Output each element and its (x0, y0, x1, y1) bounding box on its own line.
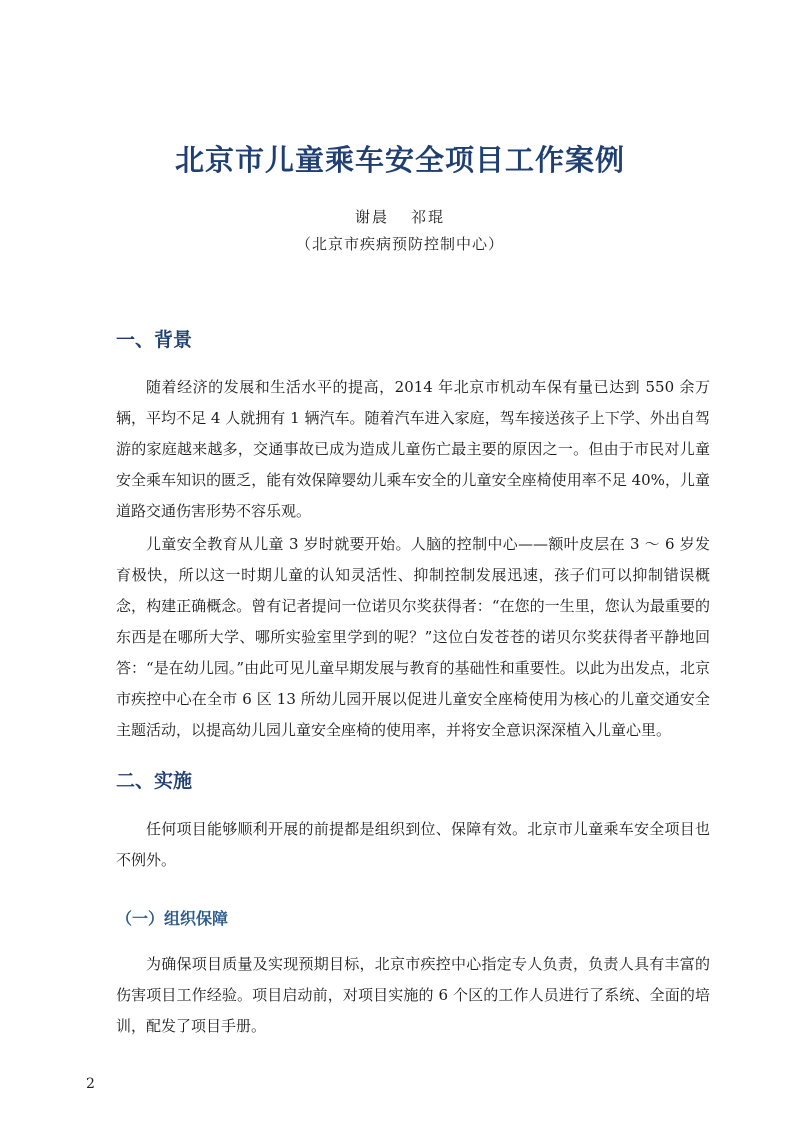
section-heading-implementation: 二、实施 (116, 770, 193, 792)
body-paragraph: 儿童安全教育从儿童 3 岁时就要开始。人脑的控制中心——额叶皮层在 3 ～ 6 岁发育极快，所以这一时期儿童的认知灵活性、抑制控制发展迅速，孩子们可以抑制错误概念，构建正确概念。曾有记者提问一位诺贝尔奖获得者：“在您的一生里，您认为最重要的东西是在哪所大学、哪所实验室里学到的呢？”这位白发苍苍的诺贝尔奖获得者平静地回答：“是在幼儿园。”由此可见儿童早期发展与教育的基础性和重要性。以此为出发点，北京市疾控中心在全市 6 区 13 所幼儿园开展以促进儿童安全座椅使用为核心的儿童交通安全主题活动，以提高幼儿园儿童安全座椅的使用率，并将安全意识深深植入儿童心里。 (116, 535, 710, 739)
author-name: 谢晨 (354, 208, 389, 226)
body-paragraph: 随着经济的发展和生活水平的提高，2014 年北京市机动车保有量已达到 550 余万辆，平均不足 4 人就拥有 1 辆汽车。随着汽车进入家庭，驾车接送孩子上下学、外出自驾游的家庭越来越多，交通事故已成为造成儿童伤亡最主要的原因之一。但由于市民对儿童安全乘车知识的匮乏，能有效保障婴幼儿乘车安全的儿童安全座椅使用率不足 40%，儿童道路交通伤害形势不容乐观。 (116, 378, 710, 520)
body-paragraph: 任何项目能够顺利开展的前提都是组织到位、保障有效。北京市儿童乘车安全项目也不例外。 (116, 820, 710, 869)
author-list (0, 206, 800, 227)
page-number: 2 (86, 1076, 95, 1092)
body-paragraph: 为确保项目质量及实现预期目标，北京市疾控中心指定专人负责，负责人具有丰富的伤害项目工作经验。项目启动前，对项目实施的 6 个区的工作人员进行了系统、全面的培训，配发了项目手册。 (116, 955, 710, 1035)
author-name: 祁琨 (411, 208, 446, 226)
section-heading-background: 一、背景 (116, 329, 193, 351)
author-affiliation: （北京市疾病预防控制中心） (295, 235, 504, 253)
document-title: 北京市儿童乘车安全项目工作案例 (174, 143, 625, 177)
subsection-heading-organization: （一）组织保障 (116, 909, 229, 928)
